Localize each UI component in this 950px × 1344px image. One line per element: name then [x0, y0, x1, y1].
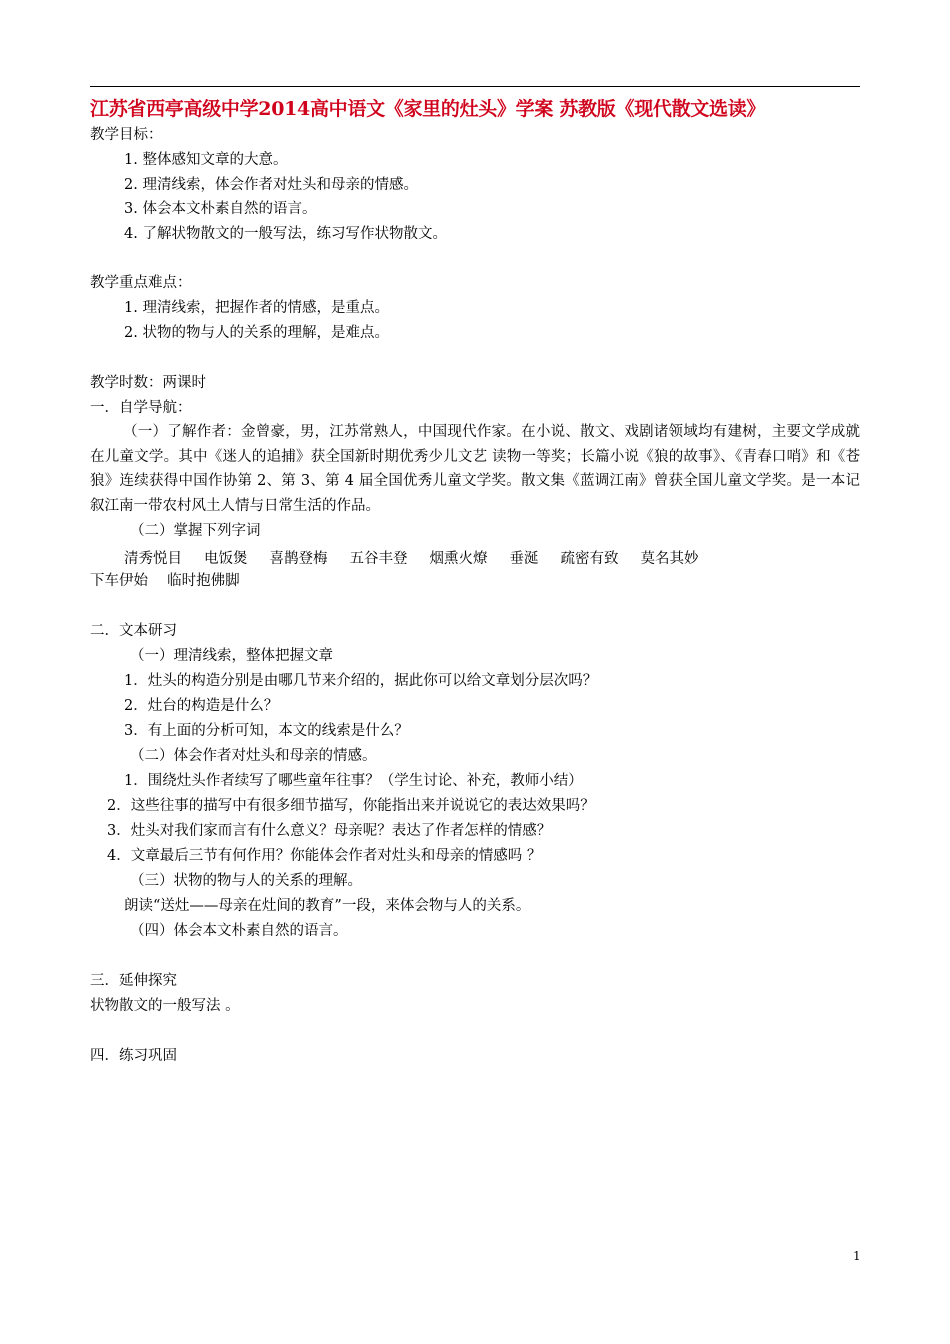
header-rule — [90, 86, 860, 87]
vocab-word: 电饭煲 — [204, 551, 248, 567]
vocab-word: 清秀悦目 — [124, 551, 182, 567]
objectives-heading: 教学目标： — [90, 127, 163, 143]
question-item: 1．围绕灶头作者续写了哪些童年往事？（学生讨论、补充，教师小结） — [124, 773, 583, 789]
page-number: 1 — [853, 1249, 861, 1263]
objective-item: 4. 了解状物散文的一般写法，练习写作状物散文。 — [124, 226, 447, 242]
section2-heading: 二．文本研习 — [90, 623, 177, 639]
subsection-heading: （一）理清线索，整体把握文章 — [130, 648, 333, 664]
vocab-word: 莫名其妙 — [640, 551, 699, 567]
teaching-hours: 教学时数：两课时 — [90, 375, 206, 391]
subsection-heading: （四）体会本文朴素自然的语言。 — [130, 923, 348, 939]
vocab-word: 五谷丰登 — [349, 551, 408, 567]
question-item: 1．灶头的构造分别是由哪几节来介绍的，据此你可以给文章划分层次吗？ — [124, 673, 598, 689]
vocab-word: 烟熏火燎 — [429, 551, 488, 567]
vocab-row-2: 下车伊始 临时抱佛脚 — [90, 573, 240, 589]
keypoint-item: 1. 理清线索，把握作者的情感，是重点。 — [124, 300, 389, 316]
vocab-word: 疏密有致 — [560, 551, 619, 567]
section3-heading: 三．延伸探究 — [90, 973, 177, 989]
keypoints-heading: 教学重点难点： — [90, 275, 192, 291]
author-intro-paragraph: （一）了解作者：金曾豪，男，江苏常熟人，中国现代作家。在小说、散文、戏剧诸领域均有建树，主要文学成就在儿童文学。其中《迷人的追捕》获全国新时期优秀少儿文艺 读物一等奖；长篇小说《狼的故事》、《青春口哨》和《苍狼》连续获得中国作协第 2、第 3、第 4 届全国优秀儿童文学奖。散文集《蓝调江南》曾获全国儿童文学奖。是一本记叙江南一带农村风土人情与日常生活的作品。 — [90, 424, 860, 514]
question-item: 2．灶台的构造是什么？ — [124, 698, 279, 714]
objective-item: 3. 体会本文朴素自然的语言。 — [124, 201, 317, 217]
words-heading: （二）掌握下列字词 — [130, 523, 261, 539]
subsection-heading: （三）状物的物与人的关系的理解。 — [130, 873, 362, 889]
vocab-row — [124, 547, 721, 568]
question-item: 3．有上面的分析可知，本文的线索是什么？ — [124, 723, 409, 739]
vocab-word: 垂涎 — [509, 551, 539, 567]
objective-item: 2. 理清线索，体会作者对灶头和母亲的情感。 — [124, 177, 418, 193]
document-title: 江苏省西亭高级中学2014高中语文《家里的灶头》学案 苏教版《现代散文选读》 — [90, 98, 766, 120]
keypoint-item: 2. 状物的物与人的关系的理解，是难点。 — [124, 325, 389, 341]
section4-heading: 四．练习巩固 — [90, 1048, 177, 1064]
instruction-line: 朗读“送灶——母亲在灶间的教育”一段，来体会物与人的关系。 — [124, 898, 531, 914]
section3-body: 状物散文的一般写法 。 — [90, 998, 240, 1014]
subsection-heading: （二）体会作者对灶头和母亲的情感。 — [130, 748, 377, 764]
question-item: 3．灶头对我们家而言有什么意义？母亲呢？表达了作者怎样的情感？ — [107, 823, 552, 839]
section1-heading: 一．自学导航： — [90, 400, 192, 416]
question-item: 2．这些往事的描写中有很多细节描写，你能指出来并说说它的表达效果吗？ — [107, 798, 595, 814]
vocab-word: 喜鹊登梅 — [269, 551, 328, 567]
question-item: 4．文章最后三节有何作用？你能体会作者对灶头和母亲的情感吗 ？ — [107, 848, 542, 864]
objective-item: 1. 整体感知文章的大意。 — [124, 152, 288, 168]
